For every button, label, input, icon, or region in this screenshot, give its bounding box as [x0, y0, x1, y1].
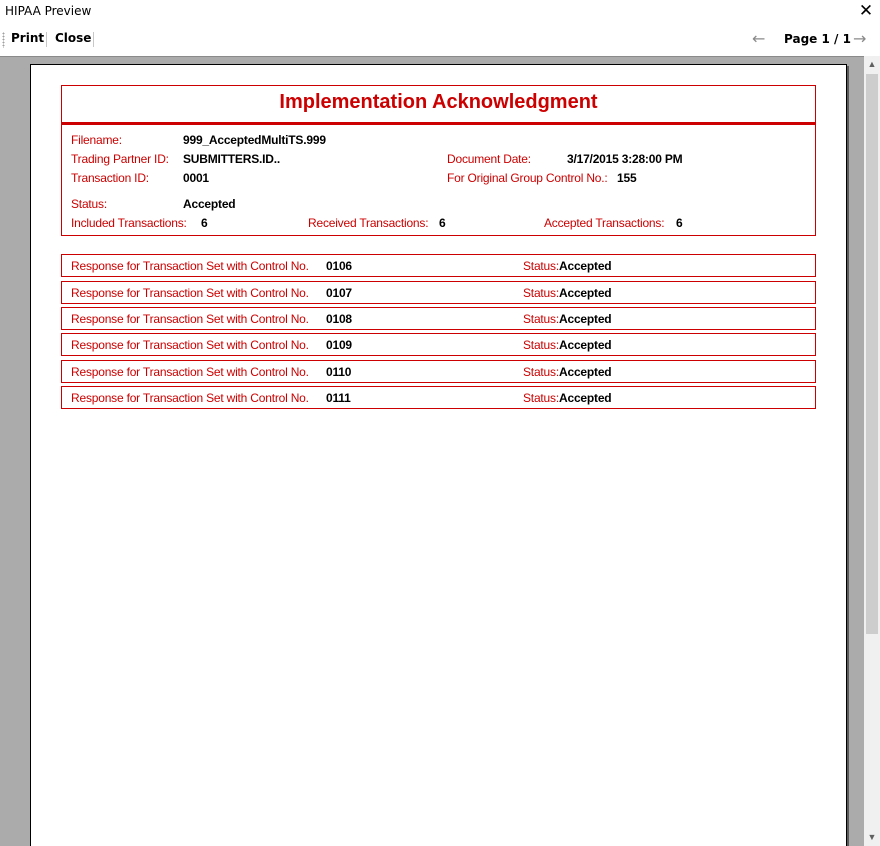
toolbar-grip[interactable]	[2, 32, 5, 48]
response-status-label: Status:	[523, 365, 559, 379]
print-button[interactable]: Print	[11, 31, 45, 45]
included-transactions-value: 6	[201, 216, 208, 230]
included-transactions-label: Included Transactions:	[71, 216, 187, 230]
arrow-right-icon[interactable]: →	[853, 29, 867, 48]
arrow-left-icon[interactable]: ←	[752, 29, 766, 48]
response-row	[61, 254, 816, 277]
trading-partner-value: SUBMITTERS.ID..	[183, 152, 281, 166]
transaction-id-label: Transaction ID:	[71, 171, 149, 185]
filename-value: 999_AcceptedMultiTS.999	[183, 133, 326, 147]
preview-area[interactable]	[0, 56, 864, 846]
response-label: Response for Transaction Set with Control No.	[71, 286, 309, 300]
control-number: 0106	[326, 259, 352, 273]
response-status-label: Status:	[523, 338, 559, 352]
filename-label: Filename:	[71, 133, 122, 147]
toolbar	[0, 24, 880, 56]
response-status-label: Status:	[523, 312, 559, 326]
accepted-transactions-value: 6	[676, 216, 683, 230]
response-status-label: Status:	[523, 286, 559, 300]
response-row	[61, 360, 816, 383]
original-group-label: For Original Group Control No.:	[447, 171, 608, 185]
response-label: Response for Transaction Set with Control No.	[71, 391, 309, 405]
title-bar	[0, 0, 880, 24]
scrollbar-thumb[interactable]	[866, 74, 878, 634]
document-date-value: 3/17/2015 3:28:00 PM	[567, 152, 683, 166]
control-number: 0110	[326, 365, 352, 379]
report-title: Implementation Acknowledgment	[279, 91, 598, 113]
transaction-id-value: 0001	[183, 171, 209, 185]
response-row	[61, 333, 816, 356]
response-status-value: Accepted	[559, 259, 612, 273]
status-value: Accepted	[183, 197, 236, 211]
response-label: Response for Transaction Set with Control No.	[71, 365, 309, 379]
page-indicator: Page 1 / 1	[784, 32, 851, 46]
response-status-value: Accepted	[559, 286, 612, 300]
chevron-down-icon[interactable]: ▼	[867, 832, 877, 842]
response-row	[61, 307, 816, 330]
response-row	[61, 281, 816, 304]
received-transactions-label: Received Transactions:	[308, 216, 429, 230]
received-transactions-value: 6	[439, 216, 446, 230]
acknowledgment-header	[61, 85, 816, 236]
response-status-label: Status:	[523, 391, 559, 405]
document-date-label: Document Date:	[447, 152, 531, 166]
status-label: Status:	[71, 197, 107, 211]
response-status-value: Accepted	[559, 312, 612, 326]
vertical-scrollbar[interactable]	[864, 56, 880, 846]
control-number: 0108	[326, 312, 352, 326]
title-divider	[62, 122, 815, 125]
toolbar-separator	[93, 32, 94, 47]
control-number: 0107	[326, 286, 352, 300]
response-status-value: Accepted	[559, 391, 612, 405]
trading-partner-label: Trading Partner ID:	[71, 152, 169, 166]
response-status-value: Accepted	[559, 338, 612, 352]
close-button[interactable]: Close	[55, 31, 92, 45]
response-row	[61, 386, 816, 409]
response-label: Response for Transaction Set with Control No.	[71, 338, 309, 352]
response-label: Response for Transaction Set with Control No.	[71, 259, 309, 273]
original-group-value: 155	[617, 171, 637, 185]
close-icon[interactable]: ✕	[858, 1, 874, 21]
report-page	[30, 64, 847, 846]
chevron-up-icon[interactable]: ▲	[867, 59, 877, 69]
accepted-transactions-label: Accepted Transactions:	[544, 216, 665, 230]
control-number: 0111	[326, 391, 351, 405]
response-label: Response for Transaction Set with Control No.	[71, 312, 309, 326]
toolbar-separator	[46, 32, 47, 47]
response-status-value: Accepted	[559, 365, 612, 379]
control-number: 0109	[326, 338, 352, 352]
window-title: HIPAA Preview	[5, 4, 92, 18]
response-status-label: Status:	[523, 259, 559, 273]
